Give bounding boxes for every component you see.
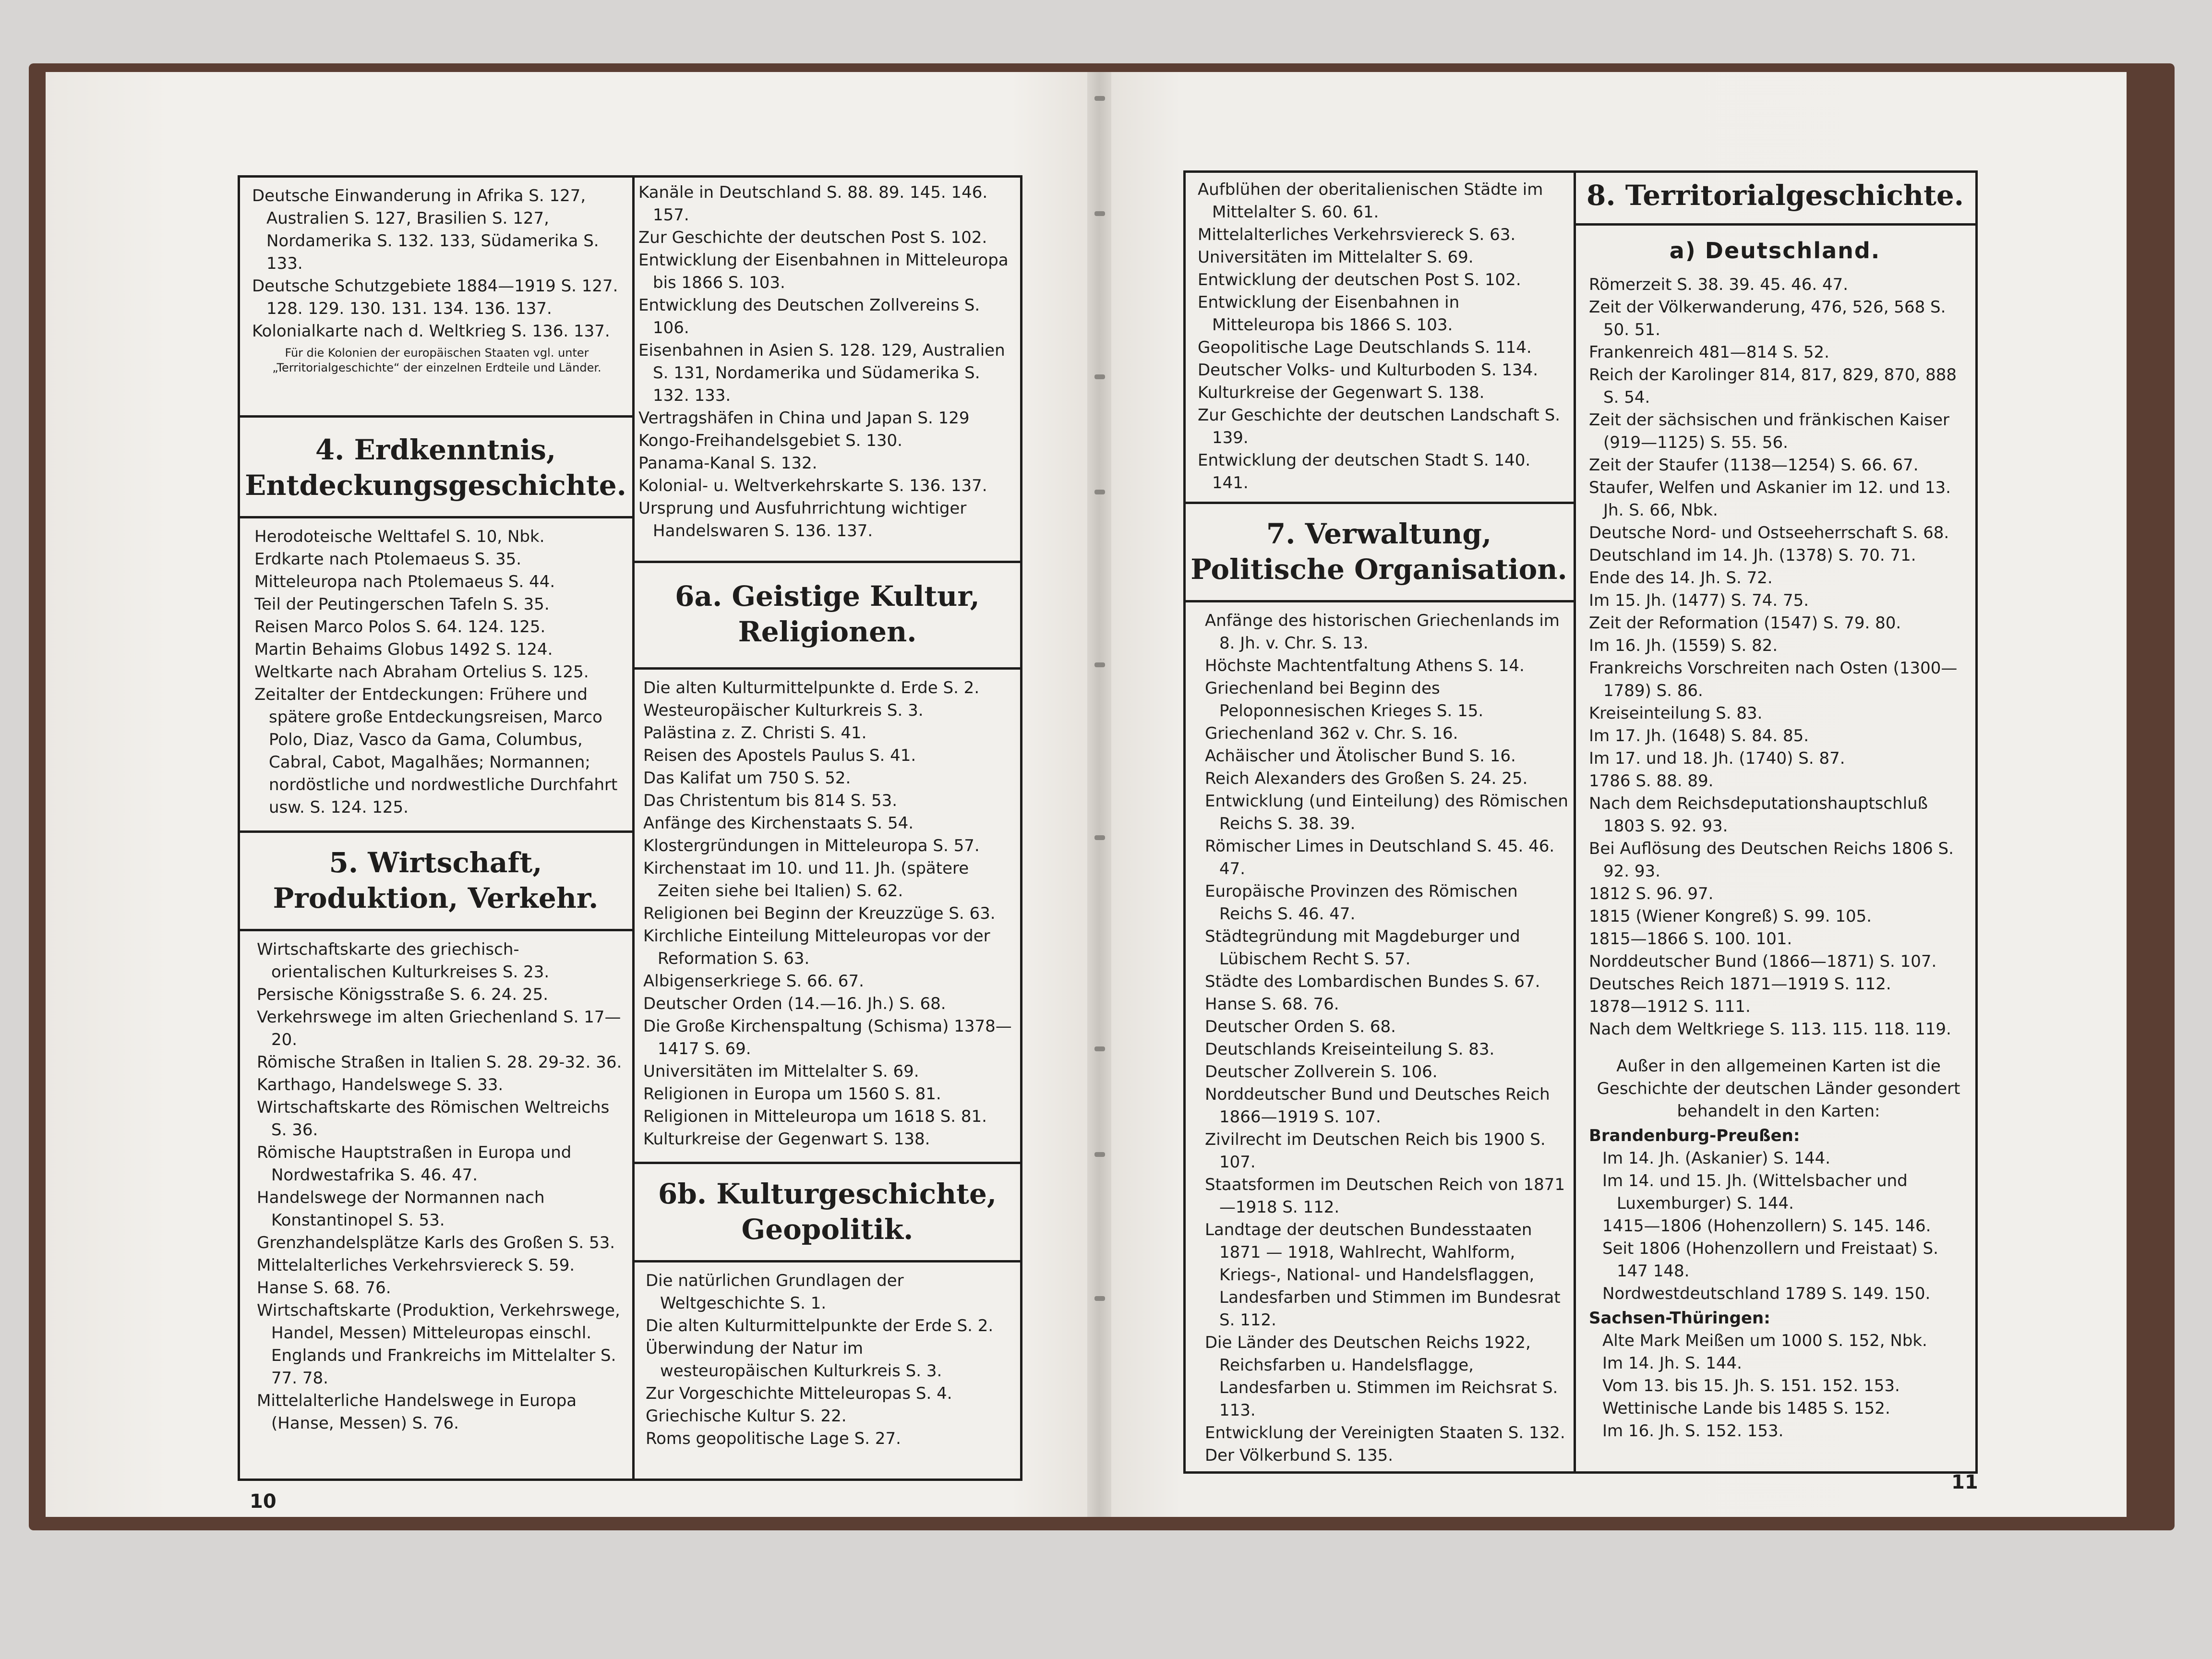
index-entry: Römerzeit S. 38. 39. 45. 46. 47.	[1589, 275, 1849, 294]
index-entry: Herodoteische Welttafel S. 10, Nbk.	[254, 527, 545, 546]
index-entry: Kolonialkarte nach d. Weltkrieg S. 136. 137.	[252, 322, 610, 341]
section-heading: 7. Verwaltung, Politische Organisation.	[1190, 517, 1567, 586]
index-entry: Erdkarte nach Ptolemaeus S. 35.	[254, 550, 522, 569]
index-entry: Kongo-Freihandelsgebiet S. 130.	[638, 431, 902, 450]
index-entry: Grenzhandelsplätze Karls des Großen S. 53.	[257, 1233, 615, 1252]
index-entry: Kirchliche Einteilung Mitteleuropas vor der Reformation S. 63.	[643, 926, 990, 968]
index-entry: Überwindung der Natur im westeuropäischen Kulturkreis S. 3.	[646, 1339, 942, 1381]
index-entry: Deutsches Reich 1871—1919 S. 112.	[1589, 974, 1891, 994]
subsection-heading-box	[1579, 238, 1971, 264]
index-entry: Karthago, Handelswege S. 33.	[257, 1075, 504, 1094]
section-8-heading-box	[1578, 178, 1972, 213]
section-6a-heading-box	[637, 578, 1018, 649]
index-entry: Mitteleuropa nach Ptolemaeus S. 44.	[254, 572, 555, 591]
index-entry: Hanse S. 68. 76.	[257, 1278, 391, 1298]
section-6b-list	[646, 1270, 1015, 1450]
index-entry: Persische Königsstraße S. 6. 24. 25.	[257, 985, 549, 1004]
binding-stitch	[1094, 1296, 1105, 1301]
section-7-heading-box	[1188, 516, 1570, 587]
section-rule	[238, 516, 632, 518]
index-entry: Europäische Provinzen des Römischen Reichs S. 46. 47.	[1205, 882, 1518, 924]
index-entry: Wirtschaftskarte des Römischen Weltreichs S. 36.	[257, 1098, 610, 1140]
binding-stitch	[1094, 374, 1105, 379]
column-divider	[632, 175, 635, 1479]
index-entry: Geopolitische Lage Deutschlands S. 114.	[1198, 338, 1532, 357]
index-entry: Nach dem Weltkriege S. 113. 115. 118. 119.	[1589, 1020, 1951, 1039]
index-entry: Palästina z. Z. Christi S. 41.	[643, 723, 867, 743]
index-entry: Frankenreich 481—814 S. 52.	[1589, 343, 1829, 362]
index-entry: Reisen Marco Polos S. 64. 124. 125.	[254, 617, 546, 637]
left-col2-intro	[638, 181, 1013, 542]
index-entry: Zeit der Völkerwanderung, 476, 526, 568 S. 50. 51.	[1589, 298, 1946, 339]
index-entry: Entwicklung der Eisenbahnen in Mitteleuropa bis 1866 S. 103.	[1198, 293, 1460, 335]
index-entry: Roms geopolitische Lage S. 27.	[646, 1429, 901, 1448]
index-entry: Deutscher Volks- und Kulturboden S. 134.	[1198, 361, 1539, 380]
index-entry: Im 16. Jh. (1559) S. 82.	[1589, 636, 1778, 655]
section-rule	[238, 415, 632, 418]
index-entry: Zur Geschichte der deutschen Post S. 102.	[638, 228, 987, 247]
index-entry: Seit 1806 (Hohenzollern und Freistaat) S. 147 148.	[1602, 1239, 1938, 1281]
index-entry: Deutscher Orden S. 68.	[1205, 1017, 1396, 1036]
index-entry: Deutsche Nord- und Ostseeherrschaft S. 68.	[1589, 523, 1949, 542]
index-entry: Anfänge des historischen Griechenlands im 8. Jh. v. Chr. S. 13.	[1205, 611, 1560, 653]
index-entry: Ursprung und Ausfuhrrichtung wichtiger Handelswaren S. 136. 137.	[638, 499, 967, 541]
index-entry: Albigenserkriege S. 66. 67.	[643, 972, 864, 991]
index-entry: Frankreichs Vorschreiten nach Osten (1300—1789) S. 86.	[1589, 659, 1958, 700]
index-entry: Im 14. Jh. S. 144.	[1602, 1354, 1742, 1373]
index-entry: Entwicklung der deutschen Post S. 102.	[1198, 270, 1521, 289]
regional-maps-note: Außer in den allgemeinen Karten ist die Geschichte der deutschen Länder gesondert behandelt in den Karten:	[1597, 1057, 1960, 1121]
index-entry: Panama-Kanal S. 132.	[638, 454, 817, 473]
section-8-list	[1589, 274, 1968, 1443]
index-entry: Nach dem Reichsdeputationshauptschluß 1803 S. 92. 93.	[1589, 794, 1928, 836]
index-entry: Zivilrecht im Deutschen Reich bis 1900 S. 107.	[1205, 1130, 1546, 1172]
left-col1-intro	[252, 185, 622, 375]
index-entry: Im 17. Jh. (1648) S. 84. 85.	[1589, 726, 1809, 745]
index-entry: Mittelalterliche Handelswege in Europa (Hanse, Messen) S. 76.	[257, 1391, 577, 1433]
section-4-list	[254, 526, 624, 819]
cross-reference-note: Für die Kolonien der europäischen Staaten vgl. unter „Territorialgeschichte“ der einzelnen Erdteile und Länder.	[272, 346, 601, 374]
index-entry: Deutsche Schutzgebiete 1884—1919 S. 127. 128. 129. 130. 131. 134. 136. 137.	[252, 276, 618, 318]
index-entry: 1812 S. 96. 97.	[1589, 884, 1714, 903]
index-entry: Achäischer und Ätolischer Bund S. 16.	[1205, 746, 1516, 766]
index-entry: Weltkarte nach Abraham Ortelius S. 125.	[254, 662, 589, 682]
group-heading: Sachsen-Thüringen:	[1589, 1309, 1770, 1328]
index-entry: Römische Hauptstraßen in Europa und Nordwestafrika S. 46. 47.	[257, 1143, 572, 1185]
section-heading: 5. Wirtschaft, Produktion, Verkehr.	[273, 846, 599, 914]
section-6b-heading-box	[637, 1176, 1018, 1247]
right-col1-intro	[1198, 179, 1567, 494]
index-entry: Zeit der Reformation (1547) S. 79. 80.	[1589, 613, 1901, 633]
index-entry: Martin Behaims Globus 1492 S. 124.	[254, 640, 553, 659]
index-entry: Griechische Kultur S. 22.	[646, 1407, 847, 1426]
index-entry: Römische Straßen in Italien S. 28. 29-32. 36.	[257, 1053, 622, 1072]
binding-stitch	[1094, 835, 1105, 840]
binding-stitch	[1094, 96, 1105, 101]
index-entry: Die alten Kulturmittelpunkte der Erde S. 2.	[646, 1316, 994, 1335]
index-entry: Nordwestdeutschland 1789 S. 149. 150.	[1602, 1284, 1931, 1303]
index-entry: Ende des 14. Jh. S. 72.	[1589, 568, 1773, 588]
index-entry: Im 17. und 18. Jh. (1740) S. 87.	[1589, 749, 1845, 768]
index-entry: Reich Alexanders des Großen S. 24. 25.	[1205, 769, 1528, 788]
index-entry: Im 16. Jh. S. 152. 153.	[1602, 1421, 1784, 1441]
binding-stitch	[1094, 211, 1105, 216]
binding-stitch	[1094, 662, 1105, 667]
index-entry: Westeuropäischer Kulturkreis S. 3.	[643, 701, 924, 720]
section-rule	[632, 1162, 1020, 1164]
index-entry: Kulturkreise der Gegenwart S. 138.	[1198, 383, 1485, 402]
index-entry: Römischer Limes in Deutschland S. 45. 46. 47.	[1205, 837, 1555, 878]
section-rule	[238, 929, 632, 931]
section-heading: 6a. Geistige Kultur, Religionen.	[675, 580, 980, 648]
section-heading: 4. Erdkenntnis, Entdeckungsgeschichte.	[245, 433, 626, 502]
index-entry: Griechenland 362 v. Chr. S. 16.	[1205, 724, 1458, 743]
index-entry: Kirchenstaat im 10. und 11. Jh. (spätere Zeiten siehe bei Italien) S. 62.	[643, 859, 969, 901]
index-entry: Anfänge des Kirchenstaats S. 54.	[643, 814, 914, 833]
index-entry: Mittelalterliches Verkehrsviereck S. 59.	[257, 1256, 575, 1275]
index-entry: Norddeutscher Bund (1866—1871) S. 107.	[1589, 952, 1937, 971]
index-entry: Im 15. Jh. (1477) S. 74. 75.	[1589, 591, 1809, 610]
index-entry: Religionen bei Beginn der Kreuzzüge S. 63.	[643, 904, 996, 923]
section-7-list	[1205, 610, 1570, 1467]
page-number: 11	[1951, 1471, 1978, 1493]
index-entry: Griechenland bei Beginn des Peloponnesischen Krieges S. 15.	[1205, 679, 1484, 721]
group-heading: Brandenburg-Preußen:	[1589, 1126, 1800, 1145]
binding-stitch	[1094, 1152, 1105, 1157]
index-entry: Die natürlichen Grundlagen der Weltgeschichte S. 1.	[646, 1271, 904, 1313]
index-entry: Staufer, Welfen und Askanier im 12. und 13. Jh. S. 66, Nbk.	[1589, 478, 1951, 520]
index-entry: Kreiseinteilung S. 83.	[1589, 704, 1763, 723]
index-entry: 1815—1866 S. 100. 101.	[1589, 929, 1792, 949]
index-entry: Eisenbahnen in Asien S. 128. 129, Australien S. 131, Nordamerika und Südamerika S. 132. 133.	[638, 341, 1005, 405]
index-entry: Entwicklung des Deutschen Zollvereins S. 106.	[638, 296, 980, 337]
index-entry: Handelswege der Normannen nach Konstantinopel S. 53.	[257, 1188, 545, 1230]
index-entry: Städtegründung mit Magdeburger und Lübischem Recht S. 57.	[1205, 927, 1520, 969]
index-entry: Religionen in Mitteleuropa um 1618 S. 81.	[643, 1107, 987, 1126]
binding-stitch	[1094, 490, 1105, 494]
index-entry: Die alten Kulturmittelpunkte d. Erde S. 2.	[643, 678, 980, 697]
index-entry: Norddeutscher Bund und Deutsches Reich 1866—1919 S. 107.	[1205, 1085, 1550, 1127]
index-entry: Die Große Kirchenspaltung (Schisma) 1378—1417 S. 69.	[643, 1017, 1012, 1058]
index-entry: Bei Auflösung des Deutschen Reichs 1806 S. 92. 93.	[1589, 839, 1954, 881]
index-entry: Deutschland im 14. Jh. (1378) S. 70. 71.	[1589, 546, 1916, 565]
index-entry: Wettinische Lande bis 1485 S. 152.	[1602, 1399, 1890, 1418]
index-entry: Wirtschaftskarte (Produktion, Verkehrswege, Handel, Messen) Mitteleuropas einschl. Englands und Frankreichs im Mittelalter S. 77. 78.	[257, 1301, 620, 1388]
index-entry: Universitäten im Mittelalter S. 69.	[1198, 248, 1474, 267]
section-6a-list	[643, 677, 1013, 1151]
index-entry: Aufblühen der oberitalienischen Städte im Mittelalter S. 60. 61.	[1198, 180, 1543, 222]
index-entry: Verkehrswege im alten Griechenland S. 17—20.	[257, 1008, 621, 1049]
index-entry: 1815 (Wiener Kongreß) S. 99. 105.	[1589, 907, 1872, 926]
binding-stitch	[1094, 1046, 1105, 1051]
section-rule	[632, 667, 1020, 670]
index-entry: Vertragshäfen in China und Japan S. 129	[638, 409, 970, 428]
page-number: 10	[250, 1491, 276, 1513]
index-entry: Die Länder des Deutschen Reichs 1922, Reichsfarben u. Handelsflagge, Landesfarben u. Stimmen im Reichsrat S. 113.	[1205, 1333, 1558, 1420]
index-entry: Deutsche Einwanderung in Afrika S. 127, Australien S. 127, Brasilien S. 127, Nordamerika S. 132. 133, Südamerika S. 133.	[252, 186, 599, 273]
index-entry: Kanäle in Deutschland S. 88. 89. 145. 146. 157.	[638, 183, 988, 225]
index-entry: Landtage der deutschen Bundesstaaten 1871 — 1918, Wahlrecht, Wahlform, Kriegs-, National- und Handelsflaggen, Landesfarben und Stimmen im Bundesrat S. 112.	[1205, 1220, 1561, 1330]
section-heading: 8. Territorialgeschichte.	[1587, 179, 1964, 212]
index-entry: Im 14. Jh. (Askanier) S. 144.	[1602, 1149, 1831, 1168]
index-entry: Zeit der sächsischen und fränkischen Kaiser (919—1125) S. 55. 56.	[1589, 410, 1950, 452]
index-entry: Wirtschaftskarte des griechisch-orientalischen Kulturkreises S. 23.	[257, 940, 550, 982]
section-5-heading-box	[242, 845, 629, 916]
section-rule	[1183, 600, 1574, 602]
index-entry: Zur Vorgeschichte Mitteleuropas S. 4.	[646, 1384, 952, 1403]
index-entry: Im 14. und 15. Jh. (Wittelsbacher und Luxemburger) S. 144.	[1602, 1171, 1908, 1213]
index-entry: 1786 S. 88. 89.	[1589, 771, 1714, 791]
section-heading: 6b. Kulturgeschichte, Geopolitik.	[658, 1178, 997, 1246]
index-entry: Reisen des Apostels Paulus S. 41.	[643, 746, 916, 765]
index-entry: 1415—1806 (Hohenzollern) S. 145. 146.	[1602, 1216, 1931, 1236]
index-entry: Klostergründungen in Mitteleuropa S. 57.	[643, 836, 980, 855]
index-entry: Vom 13. bis 15. Jh. S. 151. 152. 153.	[1602, 1376, 1900, 1395]
section-4-heading-box	[242, 432, 629, 503]
index-entry: Entwicklung der Eisenbahnen in Mitteleuropa bis 1866 S. 103.	[638, 251, 1009, 292]
index-entry: Höchste Machtentfaltung Athens S. 14.	[1205, 656, 1525, 675]
section-5-list	[257, 938, 626, 1435]
index-entry: Reich der Karolinger 814, 817, 829, 870, 888 S. 54.	[1589, 365, 1957, 407]
index-entry: Alte Mark Meißen um 1000 S. 152, Nbk.	[1602, 1331, 1927, 1350]
index-entry: Das Christentum bis 814 S. 53.	[643, 791, 898, 810]
section-rule	[632, 561, 1020, 563]
index-entry: Zeitalter der Entdeckungen: Frühere und spätere große Entdeckungsreisen, Marco Polo, Diaz, Vasco da Gama, Columbus, Cabral, Cabot, Magalhães; Normannen; nordöstliche und nordwestliche Durchfahrt usw. S. 124. 125.	[254, 685, 618, 817]
index-entry: Deutscher Zollverein S. 106.	[1205, 1062, 1438, 1082]
section-rule	[1574, 223, 1975, 226]
index-entry: 1878—1912 S. 111.	[1589, 997, 1751, 1016]
index-entry: Deutscher Orden (14.—16. Jh.) S. 68.	[643, 994, 946, 1013]
index-entry: Deutschlands Kreiseinteilung S. 83.	[1205, 1040, 1495, 1059]
section-rule	[632, 1260, 1020, 1262]
index-entry: Zur Geschichte der deutschen Landschaft S. 139.	[1198, 406, 1561, 447]
index-entry: Religionen in Europa um 1560 S. 81.	[643, 1084, 941, 1104]
index-entry: Teil der Peutingerschen Tafeln S. 35.	[254, 595, 550, 614]
index-entry: Städte des Lombardischen Bundes S. 67.	[1205, 972, 1540, 991]
index-entry: Kulturkreise der Gegenwart S. 138.	[643, 1130, 930, 1149]
index-entry: Kolonial- u. Weltverkehrskarte S. 136. 137.	[638, 476, 987, 495]
index-entry: Staatsformen im Deutschen Reich von 1871—1918 S. 112.	[1205, 1175, 1565, 1217]
index-entry: Das Kalifat um 750 S. 52.	[643, 769, 851, 788]
section-rule	[238, 830, 632, 833]
column-divider	[1574, 170, 1576, 1471]
index-entry: Hanse S. 68. 76.	[1205, 995, 1339, 1014]
index-entry: Zeit der Staufer (1138—1254) S. 66. 67.	[1589, 456, 1919, 475]
index-entry: Entwicklung der deutschen Stadt S. 140. 141.	[1198, 451, 1531, 493]
index-entry: Mittelalterliches Verkehrsviereck S. 63.	[1198, 225, 1516, 244]
index-entry: Entwicklung (und Einteilung) des Römischen Reichs S. 38. 39.	[1205, 792, 1568, 833]
section-rule	[1183, 502, 1574, 504]
index-entry: Entwicklung der Vereinigten Staaten S. 132.	[1205, 1423, 1565, 1443]
subsection-heading: a) Deutschland.	[1669, 238, 1881, 264]
index-entry: Universitäten im Mittelalter S. 69.	[643, 1062, 919, 1081]
index-entry: Der Völkerbund S. 135.	[1205, 1446, 1394, 1465]
